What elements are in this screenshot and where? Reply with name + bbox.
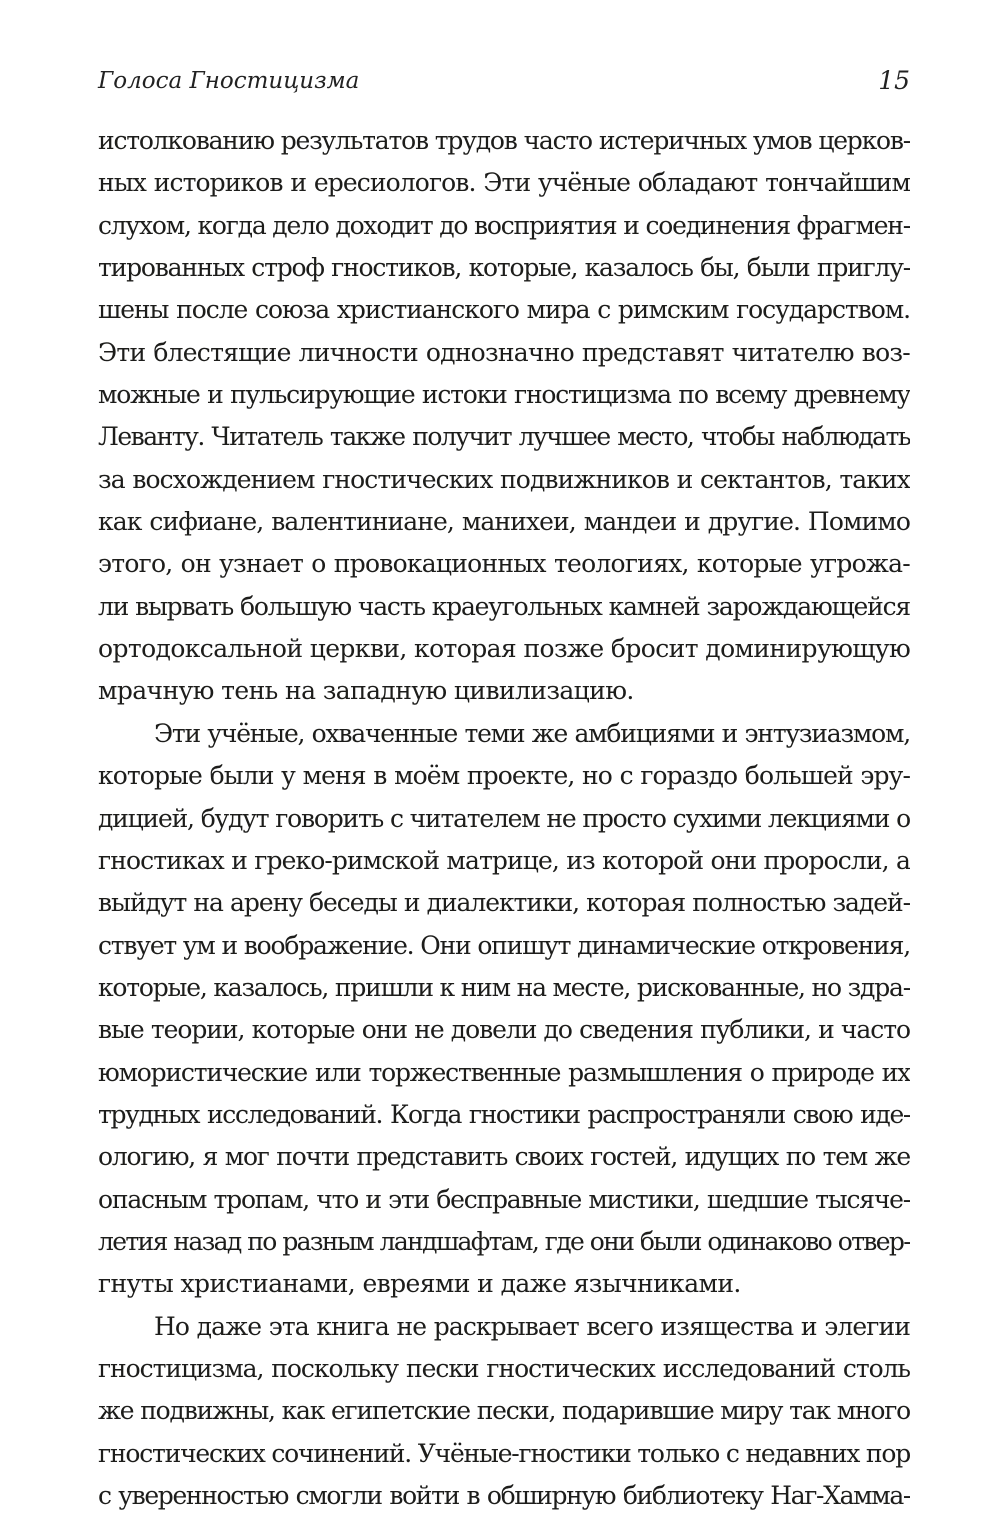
- text-line: которые, казалось, пришли к ним на месте, рискованные, но здра-: [98, 972, 910, 1002]
- text-line: ных историков и ересиологов. Эти учёные обладают тончайшим: [98, 168, 910, 198]
- text-line: за восхождением гностических подвижников и сектантов, таких: [98, 464, 910, 494]
- text-line: вые теории, которые они не довели до сведения публики, и часто: [98, 1015, 910, 1045]
- text-line: опасным тропам, что и эти бесправные мистики, шедшие тысяче-: [98, 1184, 910, 1214]
- text-line: трудных исследований. Когда гностики распространяли свою иде-: [98, 1099, 910, 1129]
- text-line: тированных строф гностиков, которые, казалось бы, были приглу-: [98, 253, 910, 283]
- text-line: ортодоксальной церкви, которая позже бросит доминирующую: [98, 634, 910, 664]
- text-line: ли вырвать большую часть краеугольных камней зарождающейся: [98, 591, 910, 621]
- text-line: Эти блестящие личности однозначно представят читателю воз-: [98, 337, 910, 367]
- text-line: юмористические или торжественные размышления о природе их: [98, 1057, 910, 1087]
- body-text: [98, 120, 910, 1517]
- text-line: Но даже эта книга не раскрывает всего изящества и элегии: [154, 1311, 910, 1341]
- text-line: с уверенностью смогли войти в обширную библиотеку Наг-Хамма-: [98, 1481, 910, 1510]
- text-line: гностицизма, поскольку пески гностических исследований столь: [98, 1353, 910, 1383]
- text-line: дицией, будут говорить с читателем не просто сухими лекциями о: [98, 803, 910, 833]
- text-line: как сифиане, валентиниане, манихеи, мандеи и другие. Помимо: [98, 507, 910, 537]
- text-line: же подвижны, как египетские пески, подарившие миру так много: [98, 1396, 910, 1426]
- running-head: [98, 66, 910, 106]
- page-number: 15: [878, 66, 910, 95]
- text-line: этого, он узнает о провокационных теологиях, которые угрожа-: [98, 549, 910, 579]
- text-line: мрачную тень на западную цивилизацию.: [98, 676, 634, 706]
- text-line: гнуты христианами, евреями и даже язычниками.: [98, 1269, 741, 1299]
- running-head-title: Голоса Гностицизма: [98, 68, 360, 94]
- text-line: шены после союза христианского мира с римским государством.: [98, 295, 910, 325]
- text-line: гностиках и греко-римской матрице, из которой они проросли, а: [98, 845, 910, 875]
- text-line: можные и пульсирующие истоки гностицизма по всему древнему: [98, 380, 910, 410]
- text-line: ствует ум и воображение. Они опишут динамические откровения,: [98, 930, 910, 960]
- text-line: ологию, я мог почти представить своих гостей, идущих по тем же: [98, 1142, 910, 1172]
- text-line: Эти учёные, охваченные теми же амбициями и энтузиазмом,: [154, 718, 910, 748]
- text-line: выйдут на арену беседы и диалектики, которая полностью задей-: [98, 888, 910, 918]
- text-line: истолкованию результатов трудов часто истеричных умов церков-: [98, 126, 910, 155]
- text-line: летия назад по разным ландшафтам, где они были одинаково отвер-: [98, 1226, 910, 1256]
- text-line: гностических сочинений. Учёные-гностики только с недавних пор: [98, 1438, 910, 1468]
- text-line: Леванту. Читатель также получит лучшее место, чтобы наблюдать: [98, 422, 910, 452]
- text-line: слухом, когда дело доходит до восприятия и соединения фрагмен-: [98, 210, 910, 240]
- text-line: которые были у меня в моём проекте, но с гораздо большей эру-: [98, 761, 910, 791]
